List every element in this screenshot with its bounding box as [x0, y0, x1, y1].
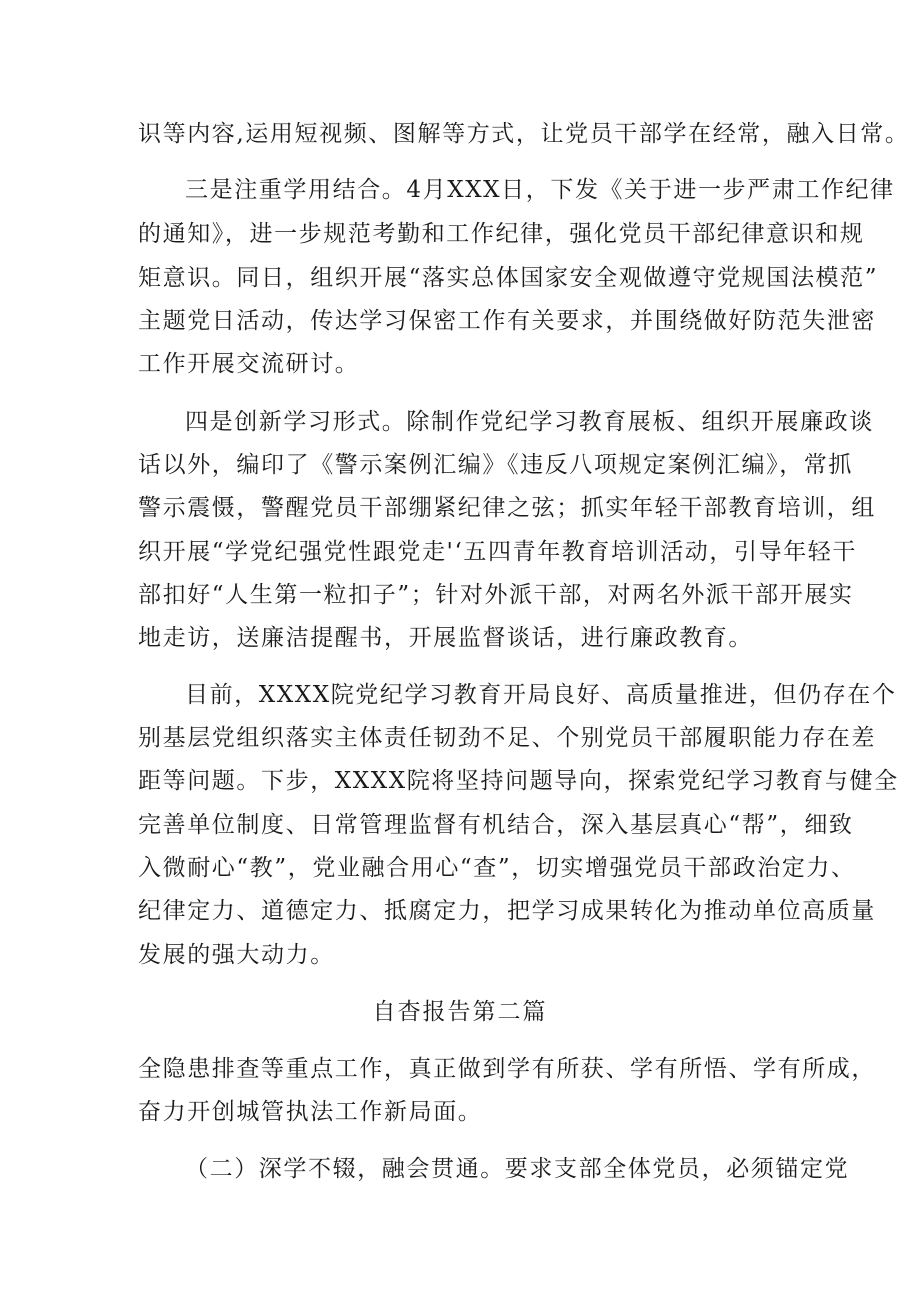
text-line: 全隐患排查等重点工作，真正做到学有所获、学有所悟、学有所成， — [138, 1056, 876, 1082]
text-line: 入微耐心“教”，党业融合用心“查”，切实增强党员干部政治定力、 — [138, 855, 856, 881]
text-line: 完善单位制度、日常管理监督有机结合，深入基层真心“帮”，细致 — [138, 812, 854, 838]
section-heading: 自杳报告第二篇 — [372, 999, 548, 1025]
text-line: 识等内容,运用短视频、图解等方式，让党员干部学在经常，融入日常。 — [138, 121, 910, 147]
text-line: 别基层党组织落实主体责任韧劲不足、个别党员干部履职能力存在差 — [138, 725, 876, 751]
text-line: 发展的强大动力。 — [138, 942, 335, 968]
text-line: 部扣好“人生第一粒扣子”；针对外派干部，对两名外派干部开展实 — [138, 582, 854, 608]
paragraph-first-line: （二）深学不辍，融会贯通。要求支部全体党员，必须锚定党 — [185, 1156, 850, 1182]
text-line: 的通知》，进一步规范考勤和工作纪律，强化党员干部纪律意识和规 — [138, 221, 865, 247]
paragraph-first-line: 四是创新学习形式。除制作党纪学习教育展板、组织开展廉政谈 — [185, 409, 874, 435]
text-line: 警示震慑，警醒党员干部绷紧纪律之弦；抓实年轻干部教育培训，组 — [138, 495, 876, 521]
text-line: 奋力开创城管执法工作新局面。 — [138, 1099, 483, 1125]
text-line: 主题党日活动，传达学习保密工作有关要求，并围绕做好防范失泄密 — [138, 308, 876, 334]
text-line: 工作开展交流研讨。 — [138, 351, 360, 377]
paragraph-first-line: 目前，XXXX院党纪学习教育开局良好、高质量推进，但仍存在个 — [185, 682, 897, 708]
text-line: 话以外，编印了《警示案例汇编》《违反八项规定案例汇编》，常抓 — [138, 452, 853, 478]
text-line: 距等问题。下步，XXXX院将坚持问题导向，探索党纪学习教育与健全 — [138, 768, 899, 794]
paragraph-first-line: 三是注重学用结合。4月XXX日，下发《关于进一步严肃工作纪律 — [185, 177, 895, 203]
text-line: 纪律定力、道德定力、抵腐定力，把学习成果转化为推动单位高质量 — [138, 898, 876, 924]
text-line: 矩意识。同日，组织开展“落实总体国家安全观做遵守党规国法模范” — [138, 265, 879, 291]
text-line: 地走访，送廉洁提醒书，开展监督谈话，进行廉政教育。 — [138, 625, 753, 651]
text-line: 织开展“学党纪强党性跟党走'‘五四青年教育培训活动，引导年轻干 — [138, 539, 857, 565]
